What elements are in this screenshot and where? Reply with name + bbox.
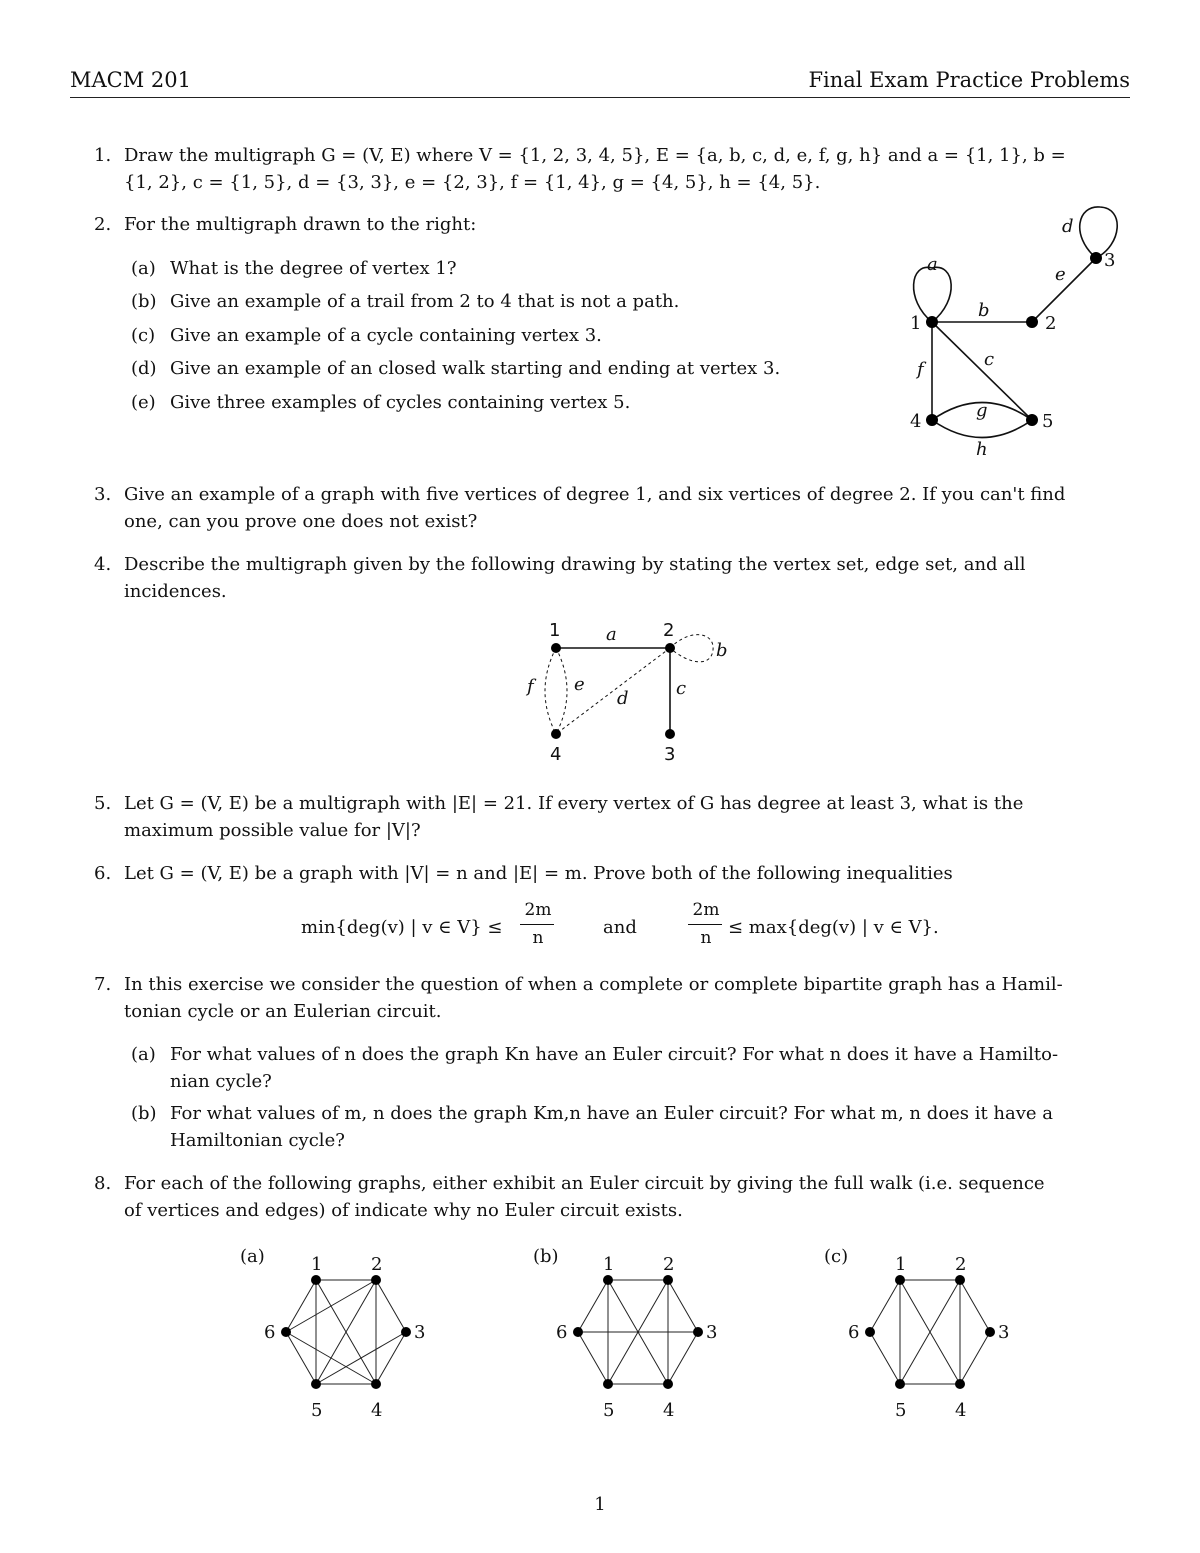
problem-8-line2: of vertices and edges) of indicate why no Euler circuit exists. — [124, 1200, 683, 1221]
graph-b — [533, 1246, 717, 1421]
edge-label-d: d — [1062, 216, 1074, 237]
edge-label-a: a — [927, 254, 938, 275]
edge-3-4 — [960, 1332, 990, 1384]
problem-2e-label: (e) — [131, 392, 156, 413]
vertex-6 — [865, 1327, 875, 1337]
fraction-denominator-right: n — [700, 928, 712, 948]
edge-label-g: g — [976, 400, 988, 421]
vertex-label-2: 2 — [663, 1254, 675, 1275]
vertex-label-4: 4 — [955, 1400, 967, 1421]
problem-8-number: 8. — [94, 1173, 112, 1194]
edge-6-1 — [870, 1280, 900, 1332]
vertex-4 — [955, 1379, 965, 1389]
edge-label-a: a — [606, 624, 617, 645]
vertex-label-5: 5 — [895, 1400, 907, 1421]
problem-2c-text: Give an example of a cycle containing vertex 3. — [170, 325, 602, 346]
vertex-label-3: 3 — [998, 1322, 1010, 1343]
edge-label-c: c — [676, 678, 687, 699]
edge-3-4 — [668, 1332, 698, 1384]
edge-label-c: c — [984, 349, 995, 370]
vertex-label-2: 2 — [371, 1254, 383, 1275]
problem-3-line1: Give an example of a graph with five vertices of degree 1, and six vertices of degree 2. If you can't find — [124, 484, 1066, 505]
vertex-5 — [311, 1379, 321, 1389]
vertex-6 — [281, 1327, 291, 1337]
graph-label-a: (a) — [240, 1246, 265, 1267]
vertex-label-6: 6 — [264, 1322, 276, 1343]
graph-label-b: (b) — [533, 1246, 559, 1267]
edge-5-6 — [286, 1332, 316, 1384]
course-code: MACM 201 — [70, 68, 191, 92]
vertex-2 — [955, 1275, 965, 1285]
edge-3-5 — [316, 1332, 406, 1384]
edge-label-f: f — [527, 676, 534, 697]
vertex-1 — [895, 1275, 905, 1285]
graph-c — [824, 1246, 1009, 1421]
vertex-5 — [603, 1379, 613, 1389]
edge-6-1 — [578, 1280, 608, 1332]
vertex-label-2: 2 — [1045, 313, 1057, 334]
vertex-1 — [311, 1275, 321, 1285]
problem-2a-label: (a) — [131, 258, 156, 279]
vertex-label-3: 3 — [664, 744, 676, 765]
vertex-label-6: 6 — [556, 1322, 568, 1343]
page-number: 1 — [594, 1494, 606, 1515]
inequality-right: ≤ max{deg(v) | v ∈ V}. — [728, 917, 939, 938]
vertex-4 — [663, 1379, 673, 1389]
edge-label-e: e — [574, 674, 585, 695]
vertex-label-1: 1 — [895, 1254, 907, 1275]
vertex-label-5: 5 — [603, 1400, 615, 1421]
problem-2b-label: (b) — [131, 291, 157, 312]
problem-2-text: For the multigraph drawn to the right: — [124, 214, 477, 235]
vertex-3 — [693, 1327, 703, 1337]
graph-label-c: (c) — [824, 1246, 849, 1267]
vertex-label-1: 1 — [549, 620, 561, 641]
edge-2-3 — [668, 1280, 698, 1332]
vertex-label-3: 3 — [1104, 250, 1116, 271]
problem-2c-label: (c) — [131, 325, 156, 346]
problem-7b-label: (b) — [131, 1103, 157, 1124]
problem-8-line1: For each of the following graphs, either exhibit an Euler circuit by giving the full walk (i.e. sequence — [124, 1173, 1045, 1194]
fraction-numerator-right: 2m — [692, 900, 720, 920]
vertex-2 — [663, 1275, 673, 1285]
problem-7b-line2: Hamiltonian cycle? — [170, 1130, 345, 1151]
vertex-label-4: 4 — [910, 411, 922, 432]
vertex-label-3: 3 — [414, 1322, 426, 1343]
problem-7-line1: In this exercise we consider the question of when a complete or complete bipartite graph has a Hamil- — [124, 974, 1063, 995]
inequality-and: and — [603, 917, 637, 938]
edge-5-6 — [578, 1332, 608, 1384]
fraction-numerator-left: 2m — [524, 900, 552, 920]
edge-label-f: f — [917, 359, 924, 380]
vertex-6 — [573, 1327, 583, 1337]
edge-2-3 — [376, 1280, 406, 1332]
edge-2-6 — [286, 1280, 376, 1332]
vertex-label-2: 2 — [663, 620, 675, 641]
inequality-left: min{deg(v) | v ∈ V} ≤ — [301, 917, 503, 938]
problem-6-text: Let G = (V, E) be a graph with |V| = n and |E| = m. Prove both of the following inequalities — [124, 863, 953, 884]
edge-label-b: b — [716, 640, 728, 661]
edge-2-3 — [960, 1280, 990, 1332]
problem-7a-line1: For what values of n does the graph Kn have an Euler circuit? For what n does it have a Hamilto- — [170, 1044, 1059, 1065]
vertex-label-1: 1 — [910, 313, 922, 334]
vertex-label-4: 4 — [371, 1400, 383, 1421]
edge-6-4 — [286, 1332, 376, 1384]
edge-3-4 — [376, 1332, 406, 1384]
fraction-denominator-left: n — [532, 928, 544, 948]
edge-6-1 — [286, 1280, 316, 1332]
problem-1-line2: {1, 2}, c = {1, 5}, d = {3, 3}, e = {2, 3}, f = {1, 4}, g = {4, 5}, h = {4, 5}. — [124, 172, 821, 193]
problem-2b-text: Give an example of a trail from 2 to 4 that is not a path. — [170, 291, 680, 312]
problem-2d-label: (d) — [131, 358, 157, 379]
vertex-3 — [401, 1327, 411, 1337]
problem-2-number: 2. — [94, 214, 112, 235]
problem-1-line1: Draw the multigraph G = (V, E) where V = {1, 2, 3, 4, 5}, E = {a, b, c, d, e, f, g, h} and a = {1, 1}, b = — [124, 145, 1066, 166]
problem-5-number: 5. — [94, 793, 112, 814]
vertex-label-3: 3 — [706, 1322, 718, 1343]
problem-6-number: 6. — [94, 863, 112, 884]
problem-4-line2: incidences. — [124, 581, 227, 602]
problem-3-line2: one, can you prove one does not exist? — [124, 511, 478, 532]
vertex-5 — [895, 1379, 905, 1389]
document-title: Final Exam Practice Problems — [808, 68, 1130, 92]
problem-2e-text: Give three examples of cycles containing vertex 5. — [170, 392, 631, 413]
problem-5-line2: maximum possible value for |V|? — [124, 820, 421, 841]
edge-label-h: h — [976, 439, 988, 460]
problem-4-number: 4. — [94, 554, 112, 575]
vertex-label-6: 6 — [848, 1322, 860, 1343]
vertex-label-4: 4 — [663, 1400, 675, 1421]
vertex-label-1: 1 — [311, 1254, 323, 1275]
problem-7a-label: (a) — [131, 1044, 156, 1065]
vertex-label-2: 2 — [955, 1254, 967, 1275]
problem-7b-line1: For what values of m, n does the graph Km,n have an Euler circuit? For what m, n does it have a — [170, 1103, 1054, 1124]
vertex-1 — [603, 1275, 613, 1285]
vertex-label-4: 4 — [550, 744, 562, 765]
graph-a — [240, 1246, 425, 1421]
vertex-label-5: 5 — [1042, 411, 1054, 432]
vertex-label-5: 5 — [311, 1400, 323, 1421]
vertex-3 — [985, 1327, 995, 1337]
edge-5-6 — [870, 1332, 900, 1384]
problem-4-line1: Describe the multigraph given by the following drawing by stating the vertex set, edge set, and all — [124, 554, 1026, 575]
edge-label-e: e — [1055, 264, 1066, 285]
problem-5-line1: Let G = (V, E) be a multigraph with |E| = 21. If every vertex of G has degree at least 3, what is the — [124, 793, 1024, 814]
problem-2d-text: Give an example of an closed walk starting and ending at vertex 3. — [170, 358, 781, 379]
vertex-4 — [371, 1379, 381, 1389]
edge-label-d: d — [617, 688, 629, 709]
vertex-label-1: 1 — [603, 1254, 615, 1275]
problem-7-number: 7. — [94, 974, 112, 995]
vertex-2 — [371, 1275, 381, 1285]
problem-2a-text: What is the degree of vertex 1? — [170, 258, 457, 279]
problem-7-line2: tonian cycle or an Eulerian circuit. — [124, 1001, 442, 1022]
problem-7a-line2: nian cycle? — [170, 1071, 272, 1092]
edge-label-b: b — [978, 300, 990, 321]
problem-3-number: 3. — [94, 484, 112, 505]
problem-1-number: 1. — [94, 145, 112, 166]
